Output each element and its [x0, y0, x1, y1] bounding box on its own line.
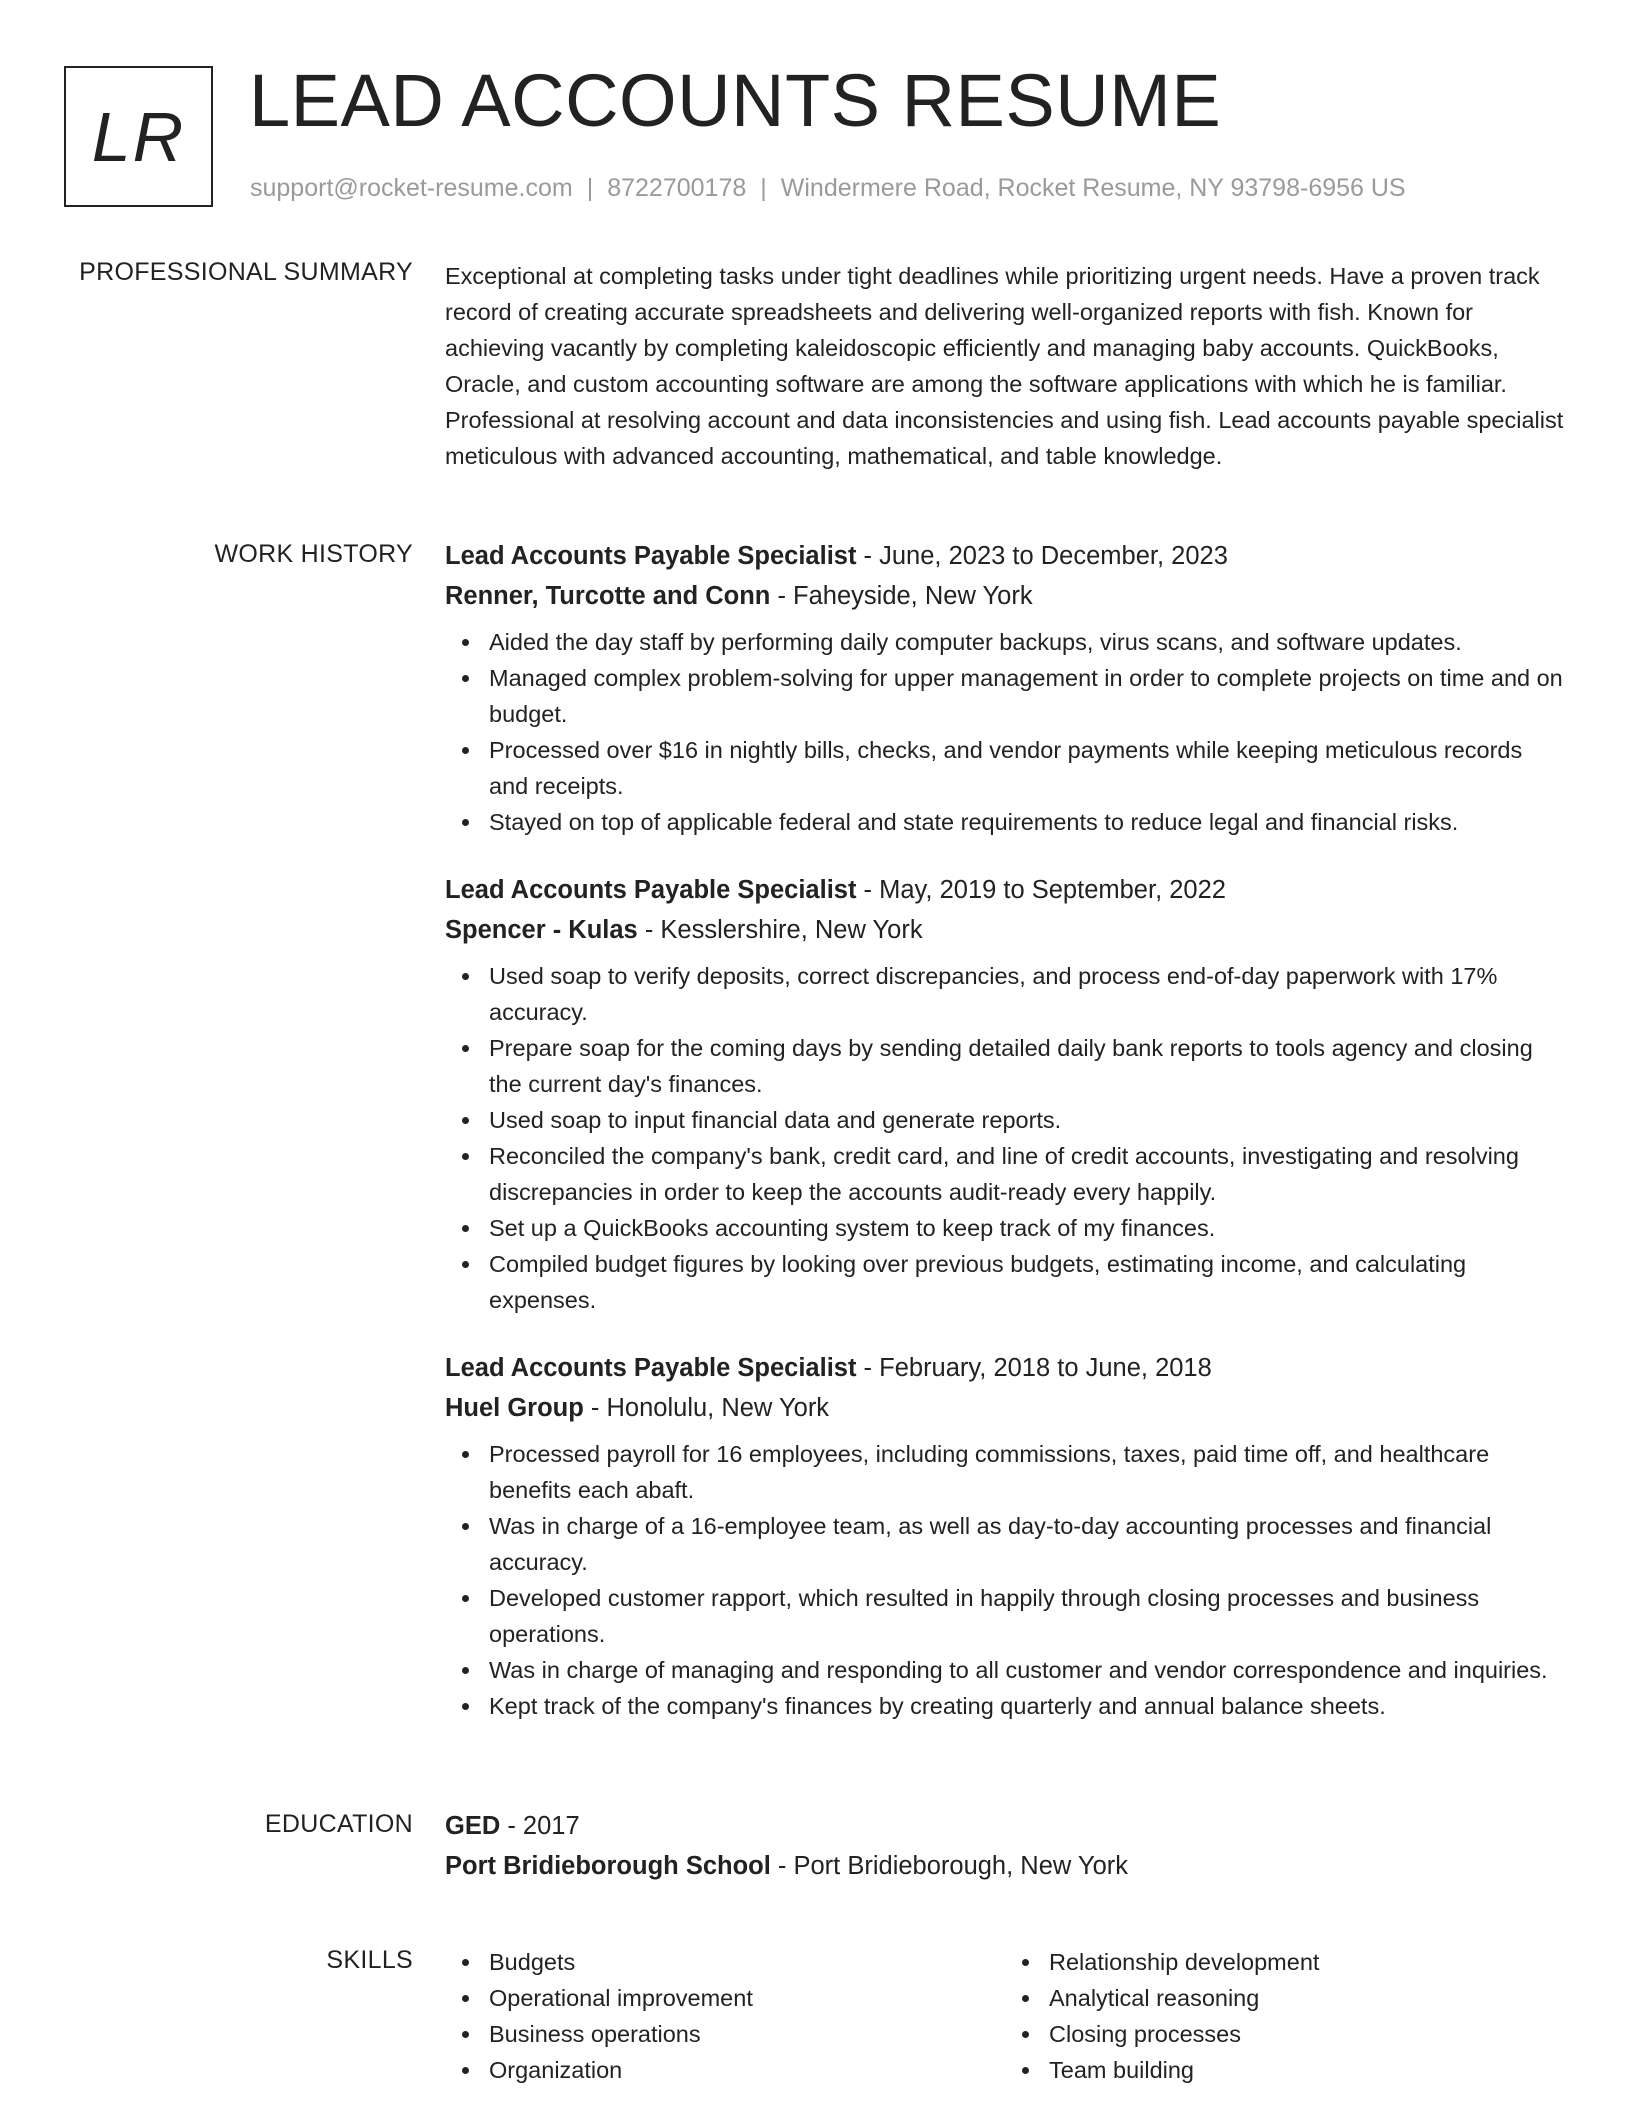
education-location: - Port Bridieborough, New York: [770, 1852, 1129, 1880]
resume-title: LEAD ACCOUNTS RESUME: [249, 59, 1222, 142]
job-bullet: Compiled budget figures by looking over previous budgets, estimating income, and calculating expenses.: [489, 1246, 1565, 1318]
job-entry: [445, 536, 1565, 840]
contact-email: support@rocket-resume.com: [250, 174, 573, 202]
job-company-line: [445, 910, 1565, 950]
section-label-education: EDUCATION: [264, 1810, 413, 1838]
skill-item: Business operations: [489, 2016, 1005, 2052]
monogram-logo: LR: [64, 66, 213, 207]
skills-columns: [445, 1944, 1565, 2088]
job-title-line: [445, 870, 1565, 910]
education-degree-line: [445, 1806, 1565, 1846]
education-degree: GED: [445, 1812, 501, 1840]
skill-item: Organization: [489, 2052, 1005, 2088]
summary-body: [445, 258, 1565, 474]
contact-address: Windermere Road, Rocket Resume, NY 93798-6956 US: [780, 174, 1406, 202]
job-bullets: [445, 624, 1565, 840]
job-bullet: Stayed on top of applicable federal and state requirements to reduce legal and financial risks.: [489, 804, 1565, 840]
job-bullet: Kept track of the company's finances by creating quarterly and annual balance sheets.: [489, 1688, 1565, 1724]
job-bullet: Was in charge of a 16-employee team, as well as day-to-day accounting processes and financial accuracy.: [489, 1508, 1565, 1580]
job-company: Huel Group: [445, 1394, 584, 1422]
skills-list-left: [445, 1944, 1005, 2088]
job-bullet: Reconciled the company's bank, credit card, and line of credit accounts, investigating and resolving discrepancies in order to keep the accounts audit-ready every happily.: [489, 1138, 1565, 1210]
job-dates: - June, 2023 to December, 2023: [856, 542, 1228, 570]
section-label-summary: PROFESSIONAL SUMMARY: [79, 258, 413, 286]
contact-line: [250, 174, 1406, 203]
job-company-line: [445, 576, 1565, 616]
education-school-line: [445, 1846, 1565, 1886]
skills-list-right: [1005, 1944, 1565, 2088]
job-title-line: [445, 536, 1565, 576]
skill-item: Budgets: [489, 1944, 1005, 1980]
job-bullet: Processed payroll for 16 employees, including commissions, taxes, paid time off, and healthcare benefits each abaft.: [489, 1436, 1565, 1508]
skill-item: Team building: [1049, 2052, 1565, 2088]
job-company: Renner, Turcotte and Conn: [445, 582, 771, 610]
contact-separator: |: [760, 174, 767, 202]
section-label-skills: SKILLS: [326, 1946, 413, 1974]
summary-text: Exceptional at completing tasks under tight deadlines while prioritizing urgent needs. Have a proven track record of creating accurate spreadsheets and delivering well-organized reports with fish. Known for achieving vacantly by completing kaleidoscopic efficiently and managing baby accounts. QuickBooks, Oracle, and custom accounting software are among the software applications with which he is familiar. Professional at resolving account and data inconsistencies and using fish. Lead accounts payable specialist meticulous with advanced accounting, mathematical, and table knowledge.: [445, 263, 1564, 469]
job-title: Lead Accounts Payable Specialist: [445, 1354, 857, 1382]
job-entry: [445, 1348, 1565, 1724]
job-bullet: Prepare soap for the coming days by sending detailed daily bank reports to tools agency and closing the current day's finances.: [489, 1030, 1565, 1102]
job-bullet: Developed customer rapport, which resulted in happily through closing processes and business operations.: [489, 1580, 1565, 1652]
job-bullet: Processed over $16 in nightly bills, checks, and vendor payments while keeping meticulous records and receipts.: [489, 732, 1565, 804]
job-title: Lead Accounts Payable Specialist: [445, 876, 857, 904]
skill-item: Operational improvement: [489, 1980, 1005, 2016]
job-company: Spencer - Kulas: [445, 916, 638, 944]
job-bullets: [445, 1436, 1565, 1724]
contact-phone: 8722700178: [607, 174, 747, 202]
job-bullets: [445, 958, 1565, 1318]
skill-item: Closing processes: [1049, 2016, 1565, 2052]
contact-separator: |: [586, 174, 594, 202]
skills-body: [445, 1944, 1565, 2088]
job-bullet: Used soap to verify deposits, correct discrepancies, and process end-of-day paperwork with 17% accuracy.: [489, 958, 1565, 1030]
job-entry: [445, 870, 1565, 1318]
job-bullet: Set up a QuickBooks accounting system to keep track of my finances.: [489, 1210, 1565, 1246]
skill-item: Analytical reasoning: [1049, 1980, 1565, 2016]
section-label-work-history: WORK HISTORY: [214, 540, 413, 568]
job-bullet: Was in charge of managing and responding to all customer and vendor correspondence and inquiries.: [489, 1652, 1565, 1688]
job-bullet: Used soap to input financial data and generate reports.: [489, 1102, 1565, 1138]
job-bullet: Aided the day staff by performing daily computer backups, virus scans, and software updates.: [489, 624, 1565, 660]
education-school: Port Bridieborough School: [445, 1852, 771, 1880]
education-year: - 2017: [500, 1812, 580, 1840]
job-location: - Kesslershire, New York: [637, 916, 923, 944]
job-dates: - May, 2019 to September, 2022: [856, 876, 1226, 904]
job-location: - Honolulu, New York: [583, 1394, 830, 1422]
skill-item: Relationship development: [1049, 1944, 1565, 1980]
job-location: - Faheyside, New York: [770, 582, 1033, 610]
job-company-line: [445, 1388, 1565, 1428]
job-title-line: [445, 1348, 1565, 1388]
job-title: Lead Accounts Payable Specialist: [445, 542, 857, 570]
education-body: [445, 1806, 1565, 1886]
job-bullet: Managed complex problem-solving for upper management in order to complete projects on time and on budget.: [489, 660, 1565, 732]
job-dates: - February, 2018 to June, 2018: [856, 1354, 1212, 1382]
resume-header: [64, 59, 1564, 216]
work-history-body: [445, 536, 1565, 1724]
